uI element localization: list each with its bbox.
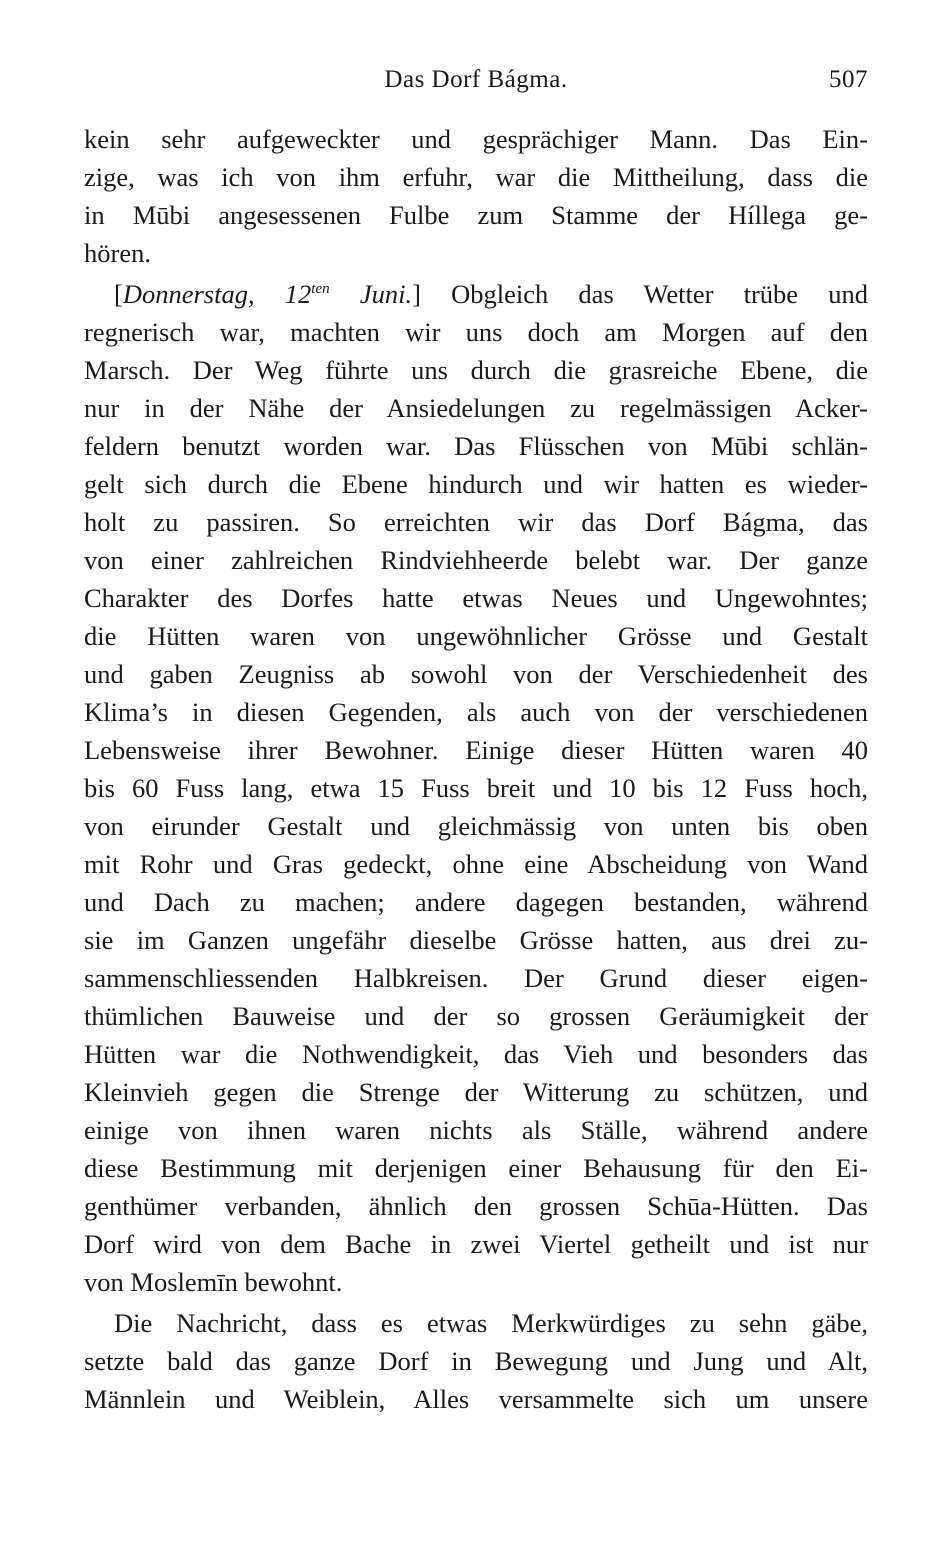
page-number: 507: [829, 66, 868, 93]
running-header: [84, 66, 868, 102]
text-line: thümlichen Bauweise und der so grossen Geräumigkeit der: [84, 1001, 868, 1031]
date-entry: [123, 279, 412, 309]
text-line: Lebensweise ihrer Bewohner. Einige dieser Hütten waren 40: [84, 735, 868, 765]
text-line: [84, 275, 868, 313]
text-line: Die Nachricht, dass es etwas Merkwürdiges zu sehn gäbe,: [114, 1308, 868, 1338]
text-line: von einer zahlreichen Rindviehheerde belebt war. Der ganze: [84, 545, 868, 575]
text-line: nur in der Nähe der Ansiedelungen zu regelmässigen Acker-: [84, 393, 868, 423]
text-line: Marsch. Der Weg führte uns durch die grasreiche Ebene, die: [84, 355, 868, 385]
text-line: Dorf wird von dem Bache in zwei Viertel getheilt und ist nur: [84, 1229, 868, 1259]
text-line: bis 60 Fuss lang, etwa 15 Fuss breit und 10 bis 12 Fuss hoch,: [84, 773, 868, 803]
text-line: in Mūbi angesessenen Fulbe zum Stamme der Híllega ge-: [84, 200, 868, 230]
text-line: Kleinvieh gegen die Strenge der Witterung zu schützen, und: [84, 1077, 868, 1107]
page-body: [84, 120, 868, 1418]
text-line: sammenschliessenden Halbkreisen. Der Grund dieser eigen-: [84, 963, 868, 993]
line-rest: Obgleich das Wetter trübe und: [420, 279, 869, 309]
text-line: kein sehr aufgeweckter und gesprächiger Mann. Das Ein-: [84, 124, 868, 154]
text-line: Männlein und Weiblein, Alles versammelte sich um unsere: [84, 1384, 868, 1414]
date-day: Donnerstag, 12: [122, 279, 312, 309]
text-line: holt zu passiren. So erreichten wir das Dorf Bágma, das: [84, 507, 868, 537]
text-line: Charakter des Dorfes hatte etwas Neues und Ungewohntes;: [84, 583, 868, 613]
paragraph: [84, 1304, 868, 1418]
paragraph: [84, 120, 868, 272]
text-line: feldern benutzt worden war. Das Flüsschen von Mūbi schlän-: [84, 431, 868, 461]
text-line: einige von ihnen waren nichts als Ställe, während andere: [84, 1115, 868, 1145]
date-month: Juni.: [329, 279, 413, 309]
text-line: Hütten war die Nothwendigkeit, das Vieh und besonders das: [84, 1039, 868, 1069]
text-line: von eirunder Gestalt und gleichmässig von unten bis oben: [84, 811, 868, 841]
text-line: gelt sich durch die Ebene hindurch und wir hatten es wieder-: [84, 469, 868, 499]
date-bracket-open: [: [114, 279, 123, 309]
date-bracket-close: ]: [412, 279, 421, 309]
text-line: mit Rohr und Gras gedeckt, ohne eine Abscheidung von Wand: [84, 849, 868, 879]
text-line: zige, was ich von ihm erfuhr, war die Mittheilung, dass die: [84, 162, 868, 192]
text-line: setzte bald das ganze Dorf in Bewegung und Jung und Alt,: [84, 1346, 868, 1376]
text-line: diese Bestimmung mit derjenigen einer Behausung für den Ei-: [84, 1153, 868, 1183]
running-title: Das Dorf Bágma.: [384, 66, 568, 93]
text-line: die Hütten waren von ungewöhnlicher Grösse und Gestalt: [84, 621, 868, 651]
date-ordinal: ten: [311, 281, 330, 298]
text-line: hören.: [84, 238, 151, 268]
text-line: von Moslemīn bewohnt.: [84, 1267, 343, 1297]
text-line: und Dach zu machen; andere dagegen bestanden, während: [84, 887, 868, 917]
text-line: regnerisch war, machten wir uns doch am Morgen auf den: [84, 317, 868, 347]
text-line: und gaben Zeugniss ab sowohl von der Verschiedenheit des: [84, 659, 868, 689]
paragraph: [84, 275, 868, 1301]
text-line: Klima’s in diesen Gegenden, als auch von der verschiedenen: [84, 697, 868, 727]
text-line: sie im Ganzen ungefähr dieselbe Grösse hatten, aus drei zu-: [84, 925, 868, 955]
text-line: genthümer verbanden, ähnlich den grossen Schūa-Hütten. Das: [84, 1191, 868, 1221]
